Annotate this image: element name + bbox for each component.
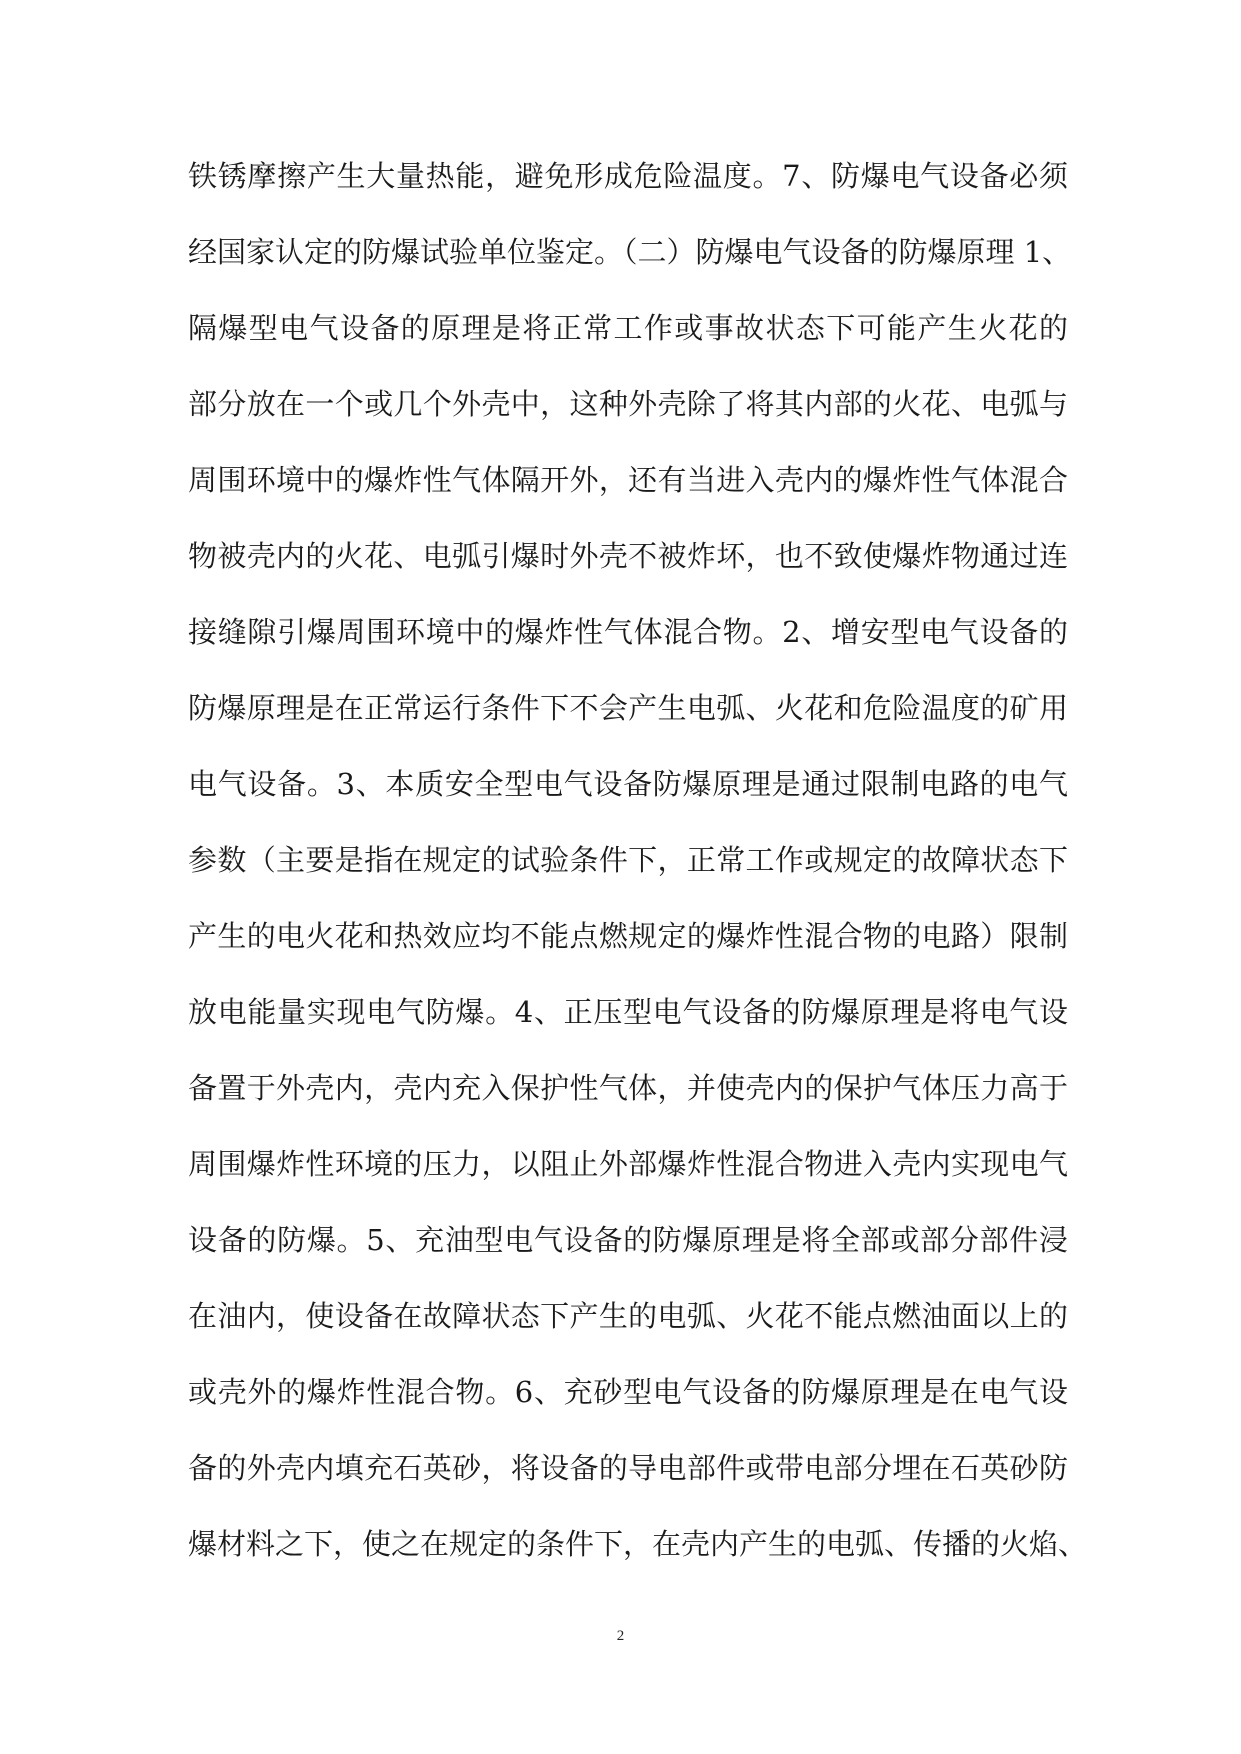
text-line: 接缝隙引爆周围环境中的爆炸性气体混合物。2、增安型电气设备的 <box>188 615 1068 649</box>
text-line: 电气设备。3、本质安全型电气设备防爆原理是通过限制电路的电气 <box>188 767 1068 801</box>
text-line: 隔爆型电气设备的原理是将正常工作或事故状态下可能产生火花的 <box>188 311 1068 345</box>
text-line: 经国家认定的防爆试验单位鉴定。（二）防爆电气设备的防爆原理 1、 <box>188 235 1072 269</box>
body-text <box>188 138 1088 1582</box>
text-line: 备的外壳内填充石英砂，将设备的导电部件或带电部分埋在石英砂防 <box>188 1451 1068 1485</box>
text-line: 在油内，使设备在故障状态下产生的电弧、火花不能点燃油面以上的 <box>188 1299 1068 1333</box>
text-line: 周围环境中的爆炸性气体隔开外，还有当进入壳内的爆炸性气体混合 <box>188 463 1068 497</box>
text-line: 铁锈摩擦产生大量热能，避免形成危险温度。7、防爆电气设备必须 <box>188 159 1068 193</box>
text-line: 防爆原理是在正常运行条件下不会产生电弧、火花和危险温度的矿用 <box>188 691 1068 725</box>
page-number: 2 <box>616 1628 625 1644</box>
text-line: 周围爆炸性环境的压力，以阻止外部爆炸性混合物进入壳内实现电气 <box>188 1147 1068 1181</box>
text-line: 或壳外的爆炸性混合物。6、充砂型电气设备的防爆原理是在电气设 <box>188 1375 1068 1409</box>
text-line: 物被壳内的火花、电弧引爆时外壳不被炸坏，也不致使爆炸物通过连 <box>188 539 1068 573</box>
text-line: 产生的电火花和热效应均不能点燃规定的爆炸性混合物的电路）限制 <box>188 919 1068 953</box>
text-line: 设备的防爆。5、充油型电气设备的防爆原理是将全部或部分部件浸 <box>188 1223 1068 1257</box>
text-line: 放电能量实现电气防爆。4、正压型电气设备的防爆原理是将电气设 <box>188 995 1068 1029</box>
text-line: 爆材料之下，使之在规定的条件下，在壳内产生的电弧、传播的火焰、 <box>188 1527 1088 1561</box>
text-line: 备置于外壳内，壳内充入保护性气体，并使壳内的保护气体压力高于 <box>188 1071 1068 1105</box>
text-line: 参数（主要是指在规定的试验条件下，正常工作或规定的故障状态下 <box>188 843 1068 877</box>
text-line: 部分放在一个或几个外壳中，这种外壳除了将其内部的火花、电弧与 <box>188 387 1068 421</box>
